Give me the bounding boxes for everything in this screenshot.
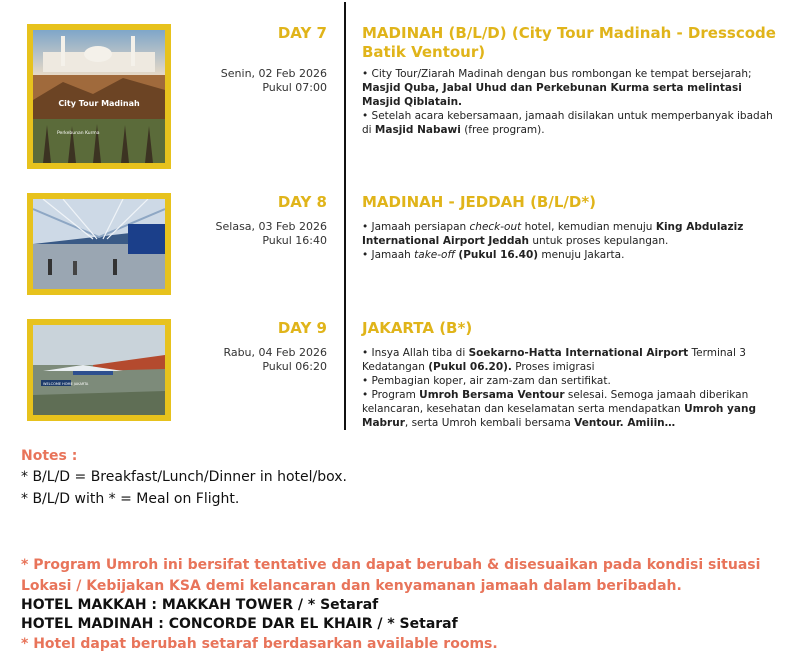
day-date [190,346,327,374]
day9-image [27,319,171,421]
jeddah-airport-photo [33,199,165,289]
notes-title: Notes : [21,448,78,464]
day-title: MADINAH - JEDDAH (B/L/D*) [362,193,597,211]
image-caption: City Tour Madinah [58,99,140,108]
bullet-item: • Jamaah take-off (Pukul 16.40) menuju Jakarta. [362,249,625,261]
bullet-item: • Pembagian koper, air zam-zam dan sertifikat. [362,375,611,387]
timeline-divider [344,2,346,430]
day-title: MADINAH (B/L/D) (City Tour Madinah - Dresscode Batik Ventour) [362,24,776,61]
bullet-item: • Program Umroh Bersama Ventour selesai. Semoga jamaah diberikan kelancaran, kesehatan dan keselamatan serta mendapatkan Umroh yang Mabrur, serta Umroh kembali bersama Ventour. Amiiin… [362,389,756,429]
time-text: Pukul 07:00 [262,81,327,94]
date-text: Senin, 02 Feb 2026 [220,67,327,80]
day-description [362,67,782,137]
image-subcaption: Perkebunan Kurma [57,131,100,136]
city-tour-madinah-photo [33,30,165,163]
bullet-item: • Jamaah persiapan check-out hotel, kemudian menuju King Abdulaziz International Airport Jeddah untuk proses kepulangan. [362,221,744,247]
time-text: Pukul 16:40 [262,234,327,247]
time-text: Pukul 06:20 [262,360,327,373]
day-label: DAY 7 [277,24,327,42]
note-flight-meal: * B/L/D with * = Meal on Flight. [21,491,240,507]
day8-image [27,193,171,295]
day-label: DAY 9 [277,319,327,337]
day-description [362,346,782,430]
day-label: DAY 8 [277,193,327,211]
day-description [362,220,782,262]
date-text: Selasa, 03 Feb 2026 [215,220,327,233]
bullet-item: • City Tour/Ziarah Madinah dengan bus rombongan ke tempat bersejarah; Masjid Quba, Jabal Uhud dan Perkebunan Kurma serta melintasi Masjid Qiblatain. [362,68,752,108]
bullet-item: • Insya Allah tiba di Soekarno-Hatta International Airport Terminal 3 Kedatangan (Pukul 06.20). Proses imigrasi [362,347,746,373]
day-date [190,67,327,95]
hotel-note: * Hotel dapat berubah setaraf berdasarkan available rooms. [21,636,498,652]
bullet-item: • Setelah acara kebersamaan, jamaah disilakan untuk memperbanyak ibadah di Masjid Nabawi (free program). [362,110,773,136]
image-caption: WELCOME HOME JAKARTA [43,382,89,386]
day7-image [27,24,171,169]
soekarno-hatta-photo [33,325,165,415]
disclaimer-note: * Program Umroh ini bersifat tentative dan dapat berubah & disesuaikan pada kondisi situasi Lokasi / Kebijakan KSA demi kelancaran dan kenyamanan jamaah dalam beribadah. [21,557,761,594]
day-title: JAKARTA (B*) [362,319,473,337]
hotel-makkah: HOTEL MAKKAH : MAKKAH TOWER / * Setaraf [21,597,379,613]
date-text: Rabu, 04 Feb 2026 [223,346,327,359]
day-date [190,220,327,248]
note-meal-legend: * B/L/D = Breakfast/Lunch/Dinner in hotel/box. [21,469,347,485]
hotel-madinah: HOTEL MADINAH : CONCORDE DAR EL KHAIR / * Setaraf [21,616,458,632]
